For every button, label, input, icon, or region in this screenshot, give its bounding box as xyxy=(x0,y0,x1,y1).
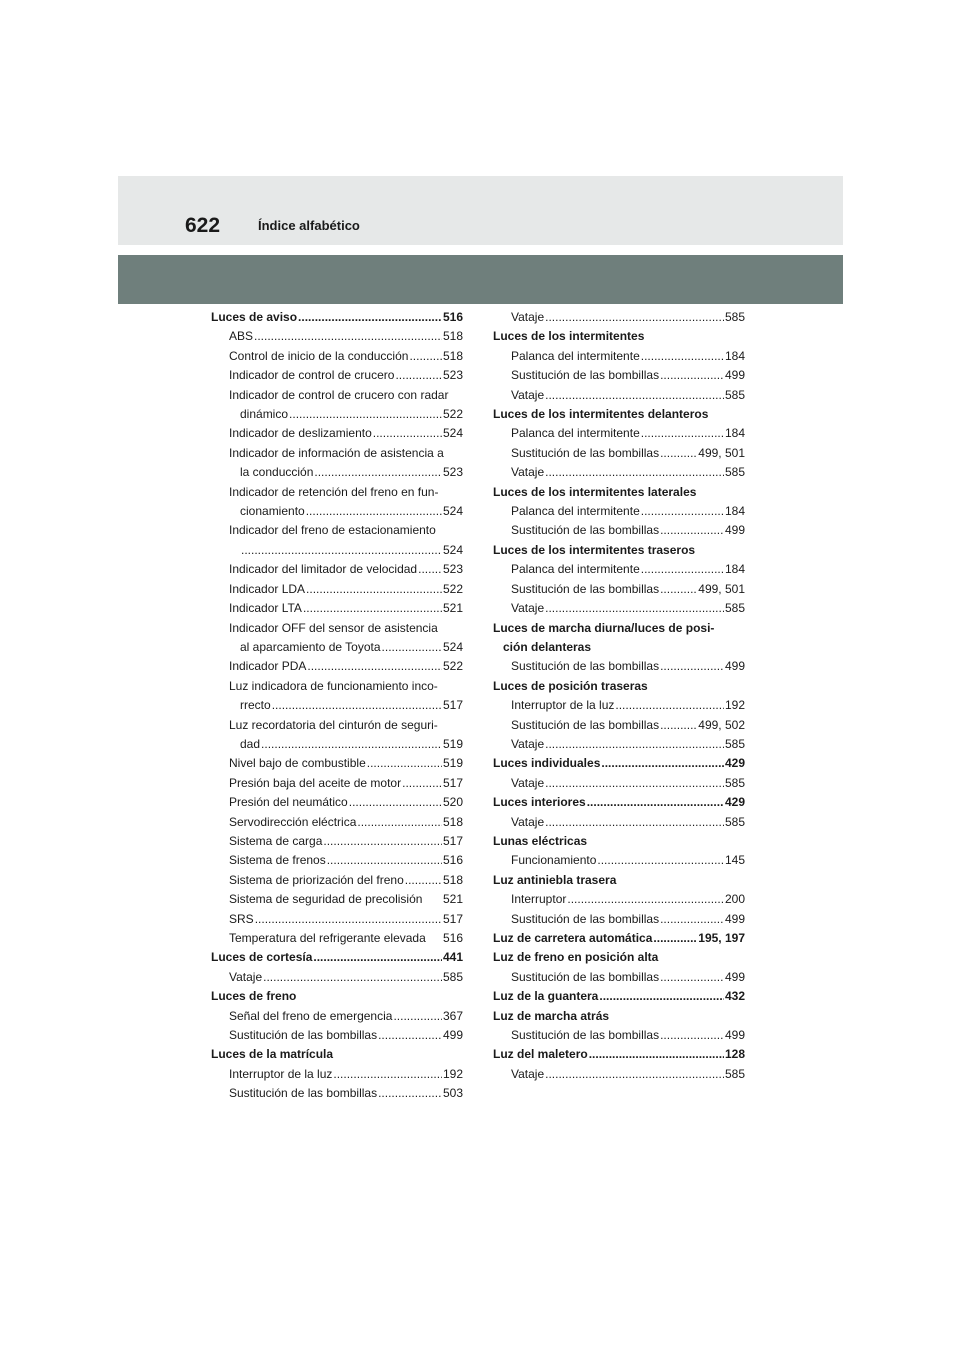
leader-dots xyxy=(545,774,724,793)
page-reference: 499 xyxy=(724,659,745,674)
entry-label: Luz del maletero xyxy=(493,1047,588,1062)
index-subentry xyxy=(493,1065,745,1084)
page-reference: 585 xyxy=(724,310,745,324)
entry-label: Luces de cortesía xyxy=(211,950,313,965)
page-reference: 516 xyxy=(442,931,463,945)
page-reference: 518 xyxy=(442,329,463,344)
page-reference: 441 xyxy=(442,950,463,965)
index-subentry xyxy=(211,463,463,482)
index-heading: Luces de posición traseras xyxy=(493,678,648,693)
leader-dots xyxy=(272,696,442,715)
index-subentry: Indicador de retención del freno en fun- xyxy=(229,484,439,499)
index-subentry xyxy=(211,1065,463,1084)
entry-label: Presión del neumático xyxy=(229,795,348,810)
page-reference: 516 xyxy=(442,853,463,868)
leader-dots xyxy=(597,851,724,870)
index-subentry xyxy=(211,1084,463,1103)
index-entry xyxy=(211,308,463,327)
index-heading: Luces de la matrícula xyxy=(211,1047,334,1062)
index-subentry xyxy=(211,541,463,560)
page-reference: 519 xyxy=(442,736,463,751)
leader-dots xyxy=(615,696,724,715)
entry-label: Sistema de carga xyxy=(229,833,323,848)
entry-label: Indicador del limitador de velocidad xyxy=(229,562,418,577)
index-subentry xyxy=(493,599,745,618)
leader-dots xyxy=(545,386,724,405)
leader-dots xyxy=(641,424,724,443)
index-column-left xyxy=(211,308,463,1104)
leader-dots xyxy=(660,366,724,385)
index-heading: Luces de los intermitentes xyxy=(493,329,645,344)
entry-label: SRS xyxy=(229,911,254,926)
page-reference: 499 xyxy=(724,368,745,383)
page-reference: 499 xyxy=(724,1028,745,1043)
index-subentry xyxy=(493,444,745,463)
entry-label: Funcionamiento xyxy=(511,853,597,868)
entry-label: Control de inicio de la conducción xyxy=(229,348,409,363)
index-subentry xyxy=(211,890,463,909)
leader-dots xyxy=(241,541,442,560)
entry-label: al aparcamiento de Toyota xyxy=(240,639,381,654)
entry-label: Sustitución de las bombillas xyxy=(511,717,660,732)
leader-dots xyxy=(653,929,697,948)
leader-dots xyxy=(567,890,724,909)
index-subentry xyxy=(211,1007,463,1026)
leader-dots xyxy=(545,599,724,618)
page-reference: 524 xyxy=(442,639,463,654)
page-reference: 499 xyxy=(724,523,745,538)
entry-label: la conducción xyxy=(240,465,314,480)
page-reference: 524 xyxy=(442,426,463,441)
leader-dots xyxy=(405,871,442,890)
entry-label: Sustitución de las bombillas xyxy=(511,911,660,926)
page-reference: 585 xyxy=(724,465,745,480)
index-subentry xyxy=(211,560,463,579)
entry-label: Palanca del intermitente xyxy=(511,562,640,577)
leader-dots xyxy=(289,405,442,424)
index-subentry xyxy=(211,910,463,929)
entry-label: Señal del freno de emergencia xyxy=(229,1008,393,1023)
entry-label: Vataje xyxy=(511,465,545,480)
index-subentry xyxy=(493,910,745,929)
index-subentry: Luz indicadora de funcionamiento inco- xyxy=(229,678,438,693)
header-divider-band xyxy=(118,255,843,304)
leader-dots xyxy=(306,580,442,599)
page-reference: 519 xyxy=(442,756,463,771)
index-entry xyxy=(493,987,745,1006)
index-subentry xyxy=(211,968,463,987)
entry-label: Vataje xyxy=(511,1066,545,1081)
page-reference: 200 xyxy=(724,892,745,907)
header-band xyxy=(118,176,843,245)
leader-dots xyxy=(545,463,724,482)
page-reference: 516 xyxy=(442,310,463,324)
entry-label: Presión baja del aceite de motor xyxy=(229,775,402,790)
leader-dots xyxy=(545,813,724,832)
index-subentry xyxy=(211,347,463,366)
entry-label: Indicador LTA xyxy=(229,601,302,616)
leader-dots xyxy=(263,968,442,987)
index-subentry xyxy=(211,696,463,715)
page-reference: 184 xyxy=(724,562,745,577)
leader-dots xyxy=(303,599,442,618)
index-heading: Luz de marcha atrás xyxy=(493,1008,610,1023)
entry-label: Sistema de seguridad de precolisión xyxy=(229,892,423,907)
index-subentry xyxy=(493,521,745,540)
leader-dots xyxy=(641,502,724,521)
leader-dots xyxy=(660,1026,724,1045)
leader-dots xyxy=(641,347,724,366)
page-reference: 195, 197 xyxy=(698,931,745,945)
entry-label: Interruptor de la luz xyxy=(511,698,615,713)
index-subentry: Indicador del freno de estacionamiento xyxy=(229,523,436,538)
index-subentry xyxy=(493,560,745,579)
page-reference: 499 xyxy=(442,1028,463,1043)
page-reference: 128 xyxy=(724,1047,745,1062)
index-subentry: Indicador OFF del sensor de asistencia xyxy=(229,620,438,635)
entry-label: Sustitución de las bombillas xyxy=(511,969,660,984)
index-subentry xyxy=(211,813,463,832)
index-entry xyxy=(493,793,745,812)
entry-label: Servodirección eléctrica xyxy=(229,814,357,829)
entry-label: Indicador de control de crucero xyxy=(229,368,395,383)
leader-dots xyxy=(367,754,442,773)
leader-dots xyxy=(402,774,442,793)
leader-dots xyxy=(314,463,442,482)
leader-dots xyxy=(393,1007,442,1026)
page-reference: 184 xyxy=(724,504,745,519)
index-heading: Luz de freno en posición alta xyxy=(493,950,659,965)
index-subentry xyxy=(493,716,745,735)
index-subentry xyxy=(211,1026,463,1045)
index-subentry xyxy=(211,638,463,657)
index-subentry xyxy=(493,502,745,521)
index-subentry xyxy=(493,774,745,793)
leader-dots xyxy=(641,560,724,579)
entry-label: dad xyxy=(240,736,261,751)
entry-label: Vataje xyxy=(511,814,545,829)
entry-label: Indicador de deslizamiento xyxy=(229,426,372,441)
page-reference: 432 xyxy=(724,989,745,1004)
entry-label: Vataje xyxy=(229,969,263,984)
entry-label: Sustitución de las bombillas xyxy=(511,523,660,538)
index-subentry xyxy=(493,735,745,754)
entry-label: cionamiento xyxy=(240,504,305,519)
page-reference: 517 xyxy=(442,833,463,848)
index-column-right xyxy=(493,308,745,1084)
page-reference: 520 xyxy=(442,795,463,810)
entry-label: Vataje xyxy=(511,775,545,790)
page-reference: 585 xyxy=(724,601,745,616)
entry-label: Palanca del intermitente xyxy=(511,348,640,363)
index-heading: Luces de los intermitentes traseros xyxy=(493,542,696,557)
page-reference: 517 xyxy=(442,698,463,713)
leader-dots xyxy=(660,580,697,599)
index-subentry: Indicador de información de asistencia a xyxy=(229,445,444,460)
index-subentry xyxy=(211,327,463,346)
leader-dots xyxy=(298,308,442,327)
leader-dots xyxy=(545,1065,724,1084)
index-subentry xyxy=(493,813,745,832)
leader-dots xyxy=(587,793,724,812)
index-subentry xyxy=(493,890,745,909)
page-reference: 429 xyxy=(724,795,745,810)
index-subentry: Indicador de control de crucero con radar xyxy=(229,387,449,402)
index-subentry xyxy=(211,599,463,618)
page-reference: 517 xyxy=(442,911,463,926)
leader-dots xyxy=(313,948,442,967)
entry-label: Sustitución de las bombillas xyxy=(511,445,660,460)
page-reference: 145 xyxy=(724,853,745,868)
entry-label: Sistema de frenos xyxy=(229,853,326,868)
page-reference: 585 xyxy=(724,814,745,829)
index-heading: Luces de los intermitentes laterales xyxy=(493,484,697,499)
entry-label: Luz de carretera automática xyxy=(493,931,653,945)
leader-dots xyxy=(327,851,442,870)
index-entry xyxy=(493,929,745,948)
leader-dots xyxy=(261,735,442,754)
leader-dots xyxy=(382,638,442,657)
leader-dots xyxy=(545,308,724,327)
leader-dots xyxy=(545,735,724,754)
page-reference: 499 xyxy=(724,969,745,984)
page-reference: 518 xyxy=(442,348,463,363)
leader-dots xyxy=(660,444,697,463)
entry-label: Indicador PDA xyxy=(229,659,307,674)
page-reference: 184 xyxy=(724,426,745,441)
page-reference: 523 xyxy=(442,562,463,577)
page-reference: 518 xyxy=(442,872,463,887)
index-subentry xyxy=(493,366,745,385)
index-heading: Luces de freno xyxy=(211,989,297,1004)
index-subentry xyxy=(211,793,463,812)
entry-label: ABS xyxy=(229,329,254,344)
page-reference: 429 xyxy=(724,756,745,771)
page-reference: 499, 501 xyxy=(698,581,745,596)
page-reference: 367 xyxy=(442,1008,463,1023)
entry-label: Vataje xyxy=(511,736,545,751)
entry-label: Vataje xyxy=(511,310,545,324)
entry-label: Sustitución de las bombillas xyxy=(229,1086,378,1101)
page-reference: 524 xyxy=(442,504,463,519)
leader-dots xyxy=(333,1065,442,1084)
index-subentry xyxy=(211,502,463,521)
entry-label: Sustitución de las bombillas xyxy=(511,1028,660,1043)
page-reference: 521 xyxy=(442,892,463,907)
entry-label: Luces individuales xyxy=(493,756,601,771)
index-entry xyxy=(493,1045,745,1064)
leader-dots xyxy=(660,910,724,929)
entry-label: Luces de aviso xyxy=(211,310,298,324)
index-subentry xyxy=(211,424,463,443)
entry-label: Luces interiores xyxy=(493,795,586,810)
index-subentry xyxy=(493,851,745,870)
entry-label: Interruptor de la luz xyxy=(229,1066,333,1081)
entry-label: Sustitución de las bombillas xyxy=(511,368,660,383)
page-reference: 192 xyxy=(724,698,745,713)
index-subentry xyxy=(211,832,463,851)
page-reference: 517 xyxy=(442,775,463,790)
entry-label: Vataje xyxy=(511,601,545,616)
index-subentry xyxy=(211,851,463,870)
index-subentry xyxy=(211,929,463,948)
index-subentry: Luz recordatoria del cinturón de seguri- xyxy=(229,717,438,732)
leader-dots xyxy=(601,754,724,773)
index-subentry xyxy=(211,657,463,676)
leader-dots xyxy=(378,1084,442,1103)
entry-label: Luz de la guantera xyxy=(493,989,599,1004)
leader-dots xyxy=(306,502,442,521)
index-heading: Luz antiniebla trasera xyxy=(493,872,617,887)
entry-label: Palanca del intermitente xyxy=(511,426,640,441)
leader-dots xyxy=(373,424,442,443)
leader-dots xyxy=(254,327,442,346)
index-subentry xyxy=(493,347,745,366)
leader-dots xyxy=(660,968,724,987)
entry-label: Palanca del intermitente xyxy=(511,504,640,519)
entry-label: Nivel bajo de combustible xyxy=(229,756,366,771)
index-entry xyxy=(493,754,745,773)
index-heading: Luces de marcha diurna/luces de posi- xyxy=(493,620,715,635)
page-reference: 585 xyxy=(724,736,745,751)
index-heading: ción delanteras xyxy=(503,639,592,654)
leader-dots xyxy=(323,832,442,851)
page-reference: 585 xyxy=(442,969,463,984)
leader-dots xyxy=(418,560,442,579)
index-subentry xyxy=(211,871,463,890)
entry-label: Sustitución de las bombillas xyxy=(511,581,660,596)
leader-dots xyxy=(395,366,442,385)
page-reference: 499, 501 xyxy=(698,445,745,460)
page-reference: 518 xyxy=(442,814,463,829)
leader-dots xyxy=(349,793,442,812)
leader-dots xyxy=(660,521,724,540)
page-reference: 585 xyxy=(724,1066,745,1081)
page-reference: 499 xyxy=(724,911,745,926)
entry-label: Sustitución de las bombillas xyxy=(511,659,660,674)
page-reference: 522 xyxy=(442,659,463,674)
index-subentry xyxy=(493,968,745,987)
index-subentry xyxy=(211,754,463,773)
entry-label: Sistema de priorización del freno xyxy=(229,872,404,887)
entry-label: rrecto xyxy=(240,698,271,713)
leader-dots xyxy=(599,987,724,1006)
index-subentry xyxy=(493,657,745,676)
entry-label: Indicador LDA xyxy=(229,581,306,596)
index-subentry xyxy=(493,386,745,405)
page-reference: 524 xyxy=(442,542,463,557)
page-number: 622 xyxy=(185,214,221,237)
leader-dots xyxy=(409,347,442,366)
page-reference: 499, 502 xyxy=(698,717,745,732)
section-title: Índice alfabético xyxy=(258,218,360,233)
index-subentry xyxy=(211,774,463,793)
index-subentry xyxy=(493,1026,745,1045)
index-subentry xyxy=(211,735,463,754)
page-reference: 522 xyxy=(442,407,463,422)
entry-label: dinámico xyxy=(240,407,289,422)
page-reference: 523 xyxy=(442,465,463,480)
entry-label: Temperatura del refrigerante elevada xyxy=(229,931,426,945)
index-subentry xyxy=(493,580,745,599)
index-subentry xyxy=(493,308,745,327)
page-reference: 585 xyxy=(724,387,745,402)
leader-dots xyxy=(378,1026,442,1045)
index-subentry xyxy=(493,463,745,482)
index-subentry xyxy=(493,424,745,443)
page-reference: 523 xyxy=(442,368,463,383)
leader-dots xyxy=(357,813,442,832)
index-subentry xyxy=(211,366,463,385)
page-reference: 503 xyxy=(442,1086,463,1101)
entry-label: Vataje xyxy=(511,387,545,402)
entry-label: Sustitución de las bombillas xyxy=(229,1028,378,1043)
leader-dots xyxy=(589,1045,724,1064)
leader-dots xyxy=(307,657,442,676)
leader-dots xyxy=(660,657,724,676)
entry-label: Interruptor xyxy=(511,892,567,907)
page-reference: 585 xyxy=(724,775,745,790)
page-reference: 184 xyxy=(724,348,745,363)
index-subentry xyxy=(211,580,463,599)
index-heading: Lunas eléctricas xyxy=(493,833,588,848)
page-reference: 521 xyxy=(442,601,463,616)
page-reference: 192 xyxy=(442,1066,463,1081)
leader-dots xyxy=(660,716,697,735)
index-entry xyxy=(211,948,463,967)
index-subentry xyxy=(493,696,745,715)
index-subentry xyxy=(211,405,463,424)
page-reference: 522 xyxy=(442,581,463,596)
leader-dots xyxy=(255,910,442,929)
index-heading: Luces de los intermitentes delanteros xyxy=(493,407,709,422)
